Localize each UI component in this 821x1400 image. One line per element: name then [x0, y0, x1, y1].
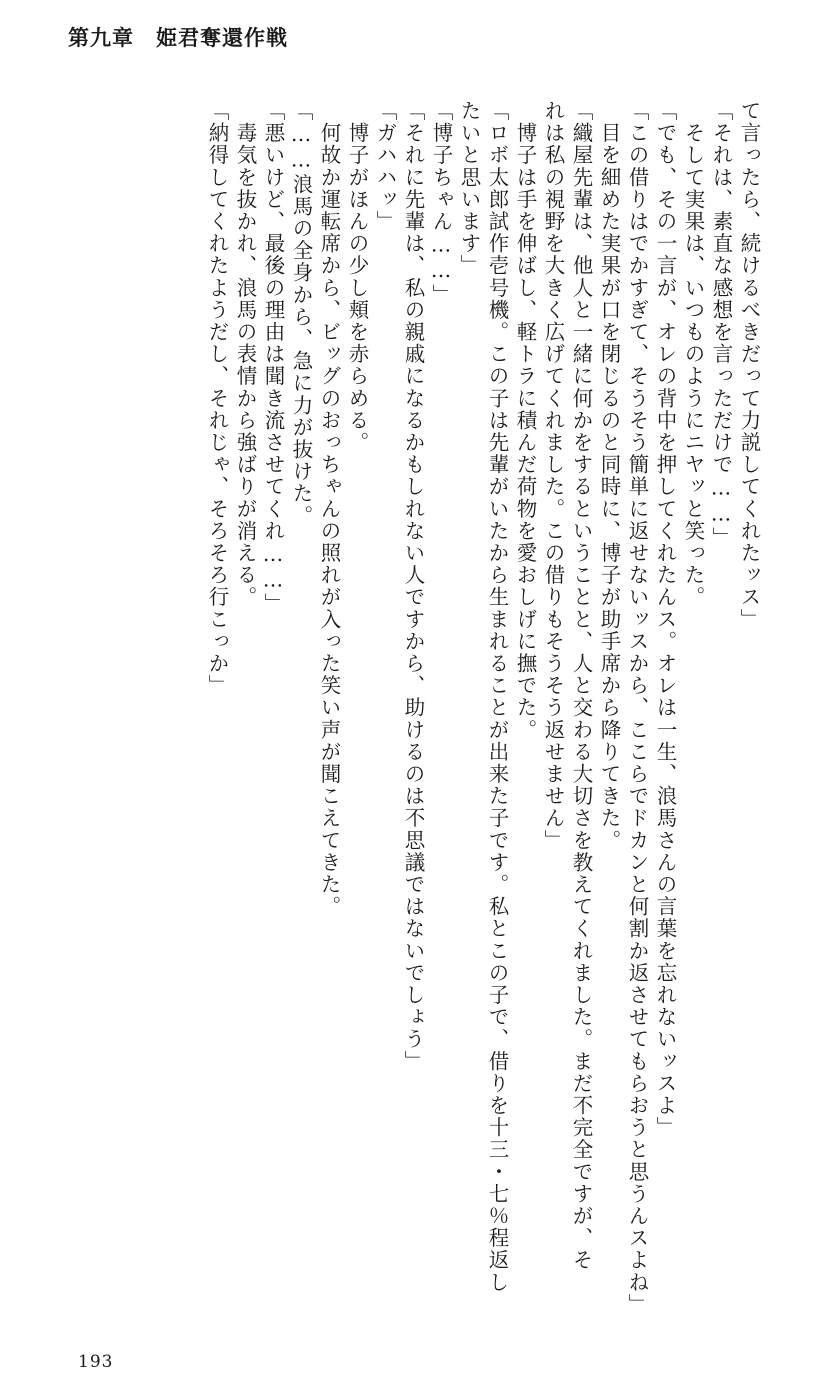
text-line: 「織屋先輩は、他人と一緒に何かをするということと、人と交わる大切さを教えてくれました。まだ不完全ですが、そ: [569, 100, 593, 1272]
text-line: 「それは、素直な感想を言っただけで……」: [709, 100, 733, 549]
text-line: れは私の視野を大きく広げてくれました。この借りもそうそう返せません」: [541, 100, 565, 852]
page-number: 193: [78, 1352, 114, 1372]
text-line: たいと思います」: [457, 100, 481, 277]
text-line: 博子がほんの少し頬を赤らめる。: [345, 100, 369, 454]
text-line: 「それに先輩は、私の親戚になるかもしれない人ですから、助けるのは不思議ではないでしょう」: [401, 100, 425, 1073]
text-line: 目を細めた実果が口を閉じるのと同時に、博子が助手席から降りてきた。: [597, 100, 621, 852]
text-line: 「悪いけど、最後の理由は聞き流させてくれ……」: [261, 100, 285, 616]
text-line: そして実果は、いつものようにニヤッと笑った。: [681, 100, 705, 609]
text-line: 「ガハハッ」: [373, 100, 397, 233]
chapter-title: 姫君奪還作戦: [156, 25, 288, 50]
text-line: 「納得してくれたようだし、それじゃ、そろそろ行こっか」: [205, 100, 229, 697]
chapter-header: [68, 22, 288, 52]
vertical-body-text: [59, 100, 761, 1316]
text-line: 「でも、その一言が、オレの背中を押してくれたんス。オレは一生、浪馬さんの言葉を忘れないッスよ」: [653, 100, 677, 1139]
text-line: 「この借りはでかすぎて、そうそう簡単に返せないッスから、ここらでドカンと何割か返させてもらおうと思うんスよね」: [625, 100, 649, 1316]
text-line: 博子は手を伸ばし、軽トラに積んだ荷物を愛おしげに撫でた。: [513, 100, 537, 741]
text-line: 「博子ちゃん……」: [429, 100, 453, 306]
text-line: 「ロボ太郎試作壱号機。この子は先輩がいたから生まれることが出来た子です。私とこの子で、借りを十三・七％程返し: [485, 100, 509, 1294]
text-line: て言ったら、続けるべきだって力説してくれたッス」: [737, 100, 761, 631]
text-line: 毒気を抜かれ、浪馬の表情から強ばりが消える。: [233, 100, 257, 609]
text-line: 「……浪馬の全身から、急に力が抜けた。: [289, 100, 313, 527]
chapter-number: 第九章: [68, 25, 134, 50]
text-line: 何故か運転席から、ビッグのおっちゃんの照れが入った笑い声が聞こえてきた。: [317, 100, 341, 918]
